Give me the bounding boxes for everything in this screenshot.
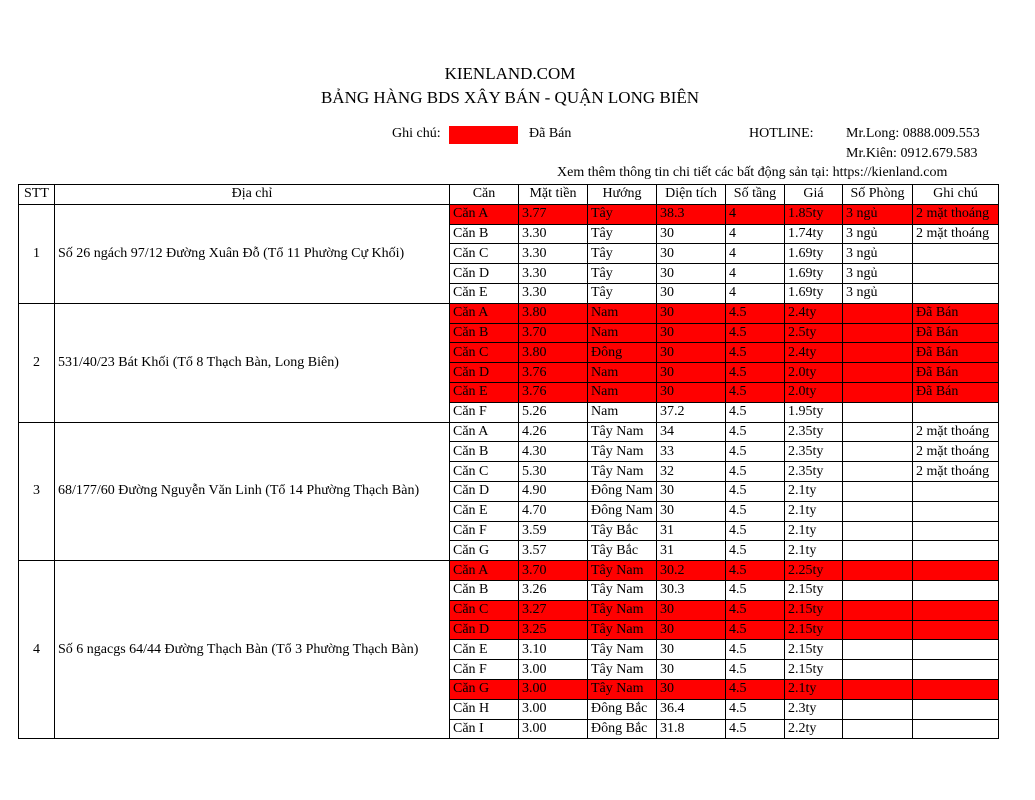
frontage-cell: 3.00 (519, 699, 588, 719)
note-cell: 2 mặt thoáng (913, 224, 999, 244)
frontage-cell: 3.10 (519, 640, 588, 660)
unit-cell: Căn A (450, 561, 519, 581)
more-info-text: Xem thêm thông tin chi tiết các bất động sản tại: https://kienland.com (557, 165, 948, 180)
unit-cell: Căn C (450, 244, 519, 264)
direction-cell: Tây Nam (588, 422, 657, 442)
unit-cell: Căn F (450, 660, 519, 680)
rooms-cell: 3 ngủ (843, 283, 913, 303)
note-label: Ghi chú: (392, 126, 441, 141)
area-cell: 31 (657, 521, 726, 541)
rooms-cell (843, 640, 913, 660)
direction-cell: Tây (588, 283, 657, 303)
unit-cell: Căn D (450, 620, 519, 640)
frontage-cell: 3.57 (519, 541, 588, 561)
frontage-cell: 3.27 (519, 600, 588, 620)
floors-cell: 4 (726, 283, 785, 303)
price-cell: 2.15ty (785, 640, 843, 660)
unit-cell: Căn G (450, 679, 519, 699)
unit-cell: Căn B (450, 323, 519, 343)
price-cell: 2.25ty (785, 561, 843, 581)
direction-cell: Đông Bắc (588, 699, 657, 719)
column-header: Số Phòng (843, 185, 913, 205)
column-header: STT (19, 185, 55, 205)
note-cell (913, 600, 999, 620)
price-cell: 2.4ty (785, 343, 843, 363)
direction-cell: Đông (588, 343, 657, 363)
floors-cell: 4.5 (726, 580, 785, 600)
unit-cell: Căn D (450, 264, 519, 284)
frontage-cell: 4.90 (519, 481, 588, 501)
floors-cell: 4.5 (726, 462, 785, 482)
note-cell (913, 561, 999, 581)
area-cell: 30 (657, 264, 726, 284)
unit-cell: Căn H (450, 699, 519, 719)
direction-cell: Nam (588, 303, 657, 323)
note-cell: Đã Bán (913, 303, 999, 323)
frontage-cell: 3.77 (519, 204, 588, 224)
direction-cell: Tây (588, 264, 657, 284)
direction-cell: Tây Nam (588, 640, 657, 660)
rooms-cell: 3 ngủ (843, 244, 913, 264)
direction-cell: Đông Bắc (588, 719, 657, 739)
note-cell (913, 283, 999, 303)
direction-cell: Tây Bắc (588, 521, 657, 541)
price-cell: 2.1ty (785, 501, 843, 521)
direction-cell: Tây Nam (588, 442, 657, 462)
direction-cell: Tây Nam (588, 561, 657, 581)
direction-cell: Tây Nam (588, 462, 657, 482)
price-cell: 2.1ty (785, 521, 843, 541)
direction-cell: Tây (588, 224, 657, 244)
note-cell (913, 501, 999, 521)
area-cell: 30 (657, 481, 726, 501)
floors-cell: 4 (726, 244, 785, 264)
rooms-cell (843, 481, 913, 501)
price-cell: 2.35ty (785, 422, 843, 442)
floors-cell: 4.5 (726, 422, 785, 442)
unit-cell: Căn C (450, 600, 519, 620)
frontage-cell: 3.30 (519, 244, 588, 264)
address-cell: 531/40/23 Bát Khối (Tổ 8 Thạch Bàn, Long Biên) (55, 303, 450, 422)
price-cell: 2.15ty (785, 620, 843, 640)
price-cell: 2.1ty (785, 481, 843, 501)
floors-cell: 4.5 (726, 600, 785, 620)
rooms-cell (843, 620, 913, 640)
area-cell: 30 (657, 501, 726, 521)
floors-cell: 4.5 (726, 323, 785, 343)
rooms-cell (843, 501, 913, 521)
floors-cell: 4 (726, 204, 785, 224)
area-cell: 30 (657, 283, 726, 303)
direction-cell: Đông Nam (588, 501, 657, 521)
unit-cell: Căn A (450, 422, 519, 442)
rooms-cell (843, 699, 913, 719)
note-cell (913, 541, 999, 561)
rooms-cell (843, 323, 913, 343)
direction-cell: Nam (588, 402, 657, 422)
note-cell (913, 699, 999, 719)
column-header: Ghi chú (913, 185, 999, 205)
floors-cell: 4.5 (726, 660, 785, 680)
rooms-cell (843, 541, 913, 561)
header-row (19, 185, 999, 205)
direction-cell: Tây (588, 244, 657, 264)
frontage-cell: 3.76 (519, 363, 588, 383)
price-cell: 2.2ty (785, 719, 843, 739)
area-cell: 30 (657, 323, 726, 343)
note-cell (913, 640, 999, 660)
direction-cell: Tây Nam (588, 620, 657, 640)
floors-cell: 4.5 (726, 620, 785, 640)
note-cell: Đã Bán (913, 343, 999, 363)
area-cell: 30.2 (657, 561, 726, 581)
listing-table (18, 184, 999, 739)
unit-cell: Căn B (450, 580, 519, 600)
note-cell (913, 264, 999, 284)
floors-cell: 4.5 (726, 541, 785, 561)
unit-cell: Căn D (450, 481, 519, 501)
note-cell: Đã Bán (913, 363, 999, 383)
price-cell: 2.3ty (785, 699, 843, 719)
frontage-cell: 3.30 (519, 224, 588, 244)
direction-cell: Tây Bắc (588, 541, 657, 561)
rooms-cell (843, 600, 913, 620)
column-header: Hướng (588, 185, 657, 205)
area-cell: 30 (657, 363, 726, 383)
area-cell: 30 (657, 640, 726, 660)
stt-cell: 2 (19, 303, 55, 422)
price-cell: 2.35ty (785, 462, 843, 482)
column-header: Căn (450, 185, 519, 205)
note-cell: 2 mặt thoáng (913, 462, 999, 482)
floors-cell: 4.5 (726, 640, 785, 660)
price-cell: 2.0ty (785, 382, 843, 402)
floors-cell: 4.5 (726, 303, 785, 323)
area-cell: 30 (657, 224, 726, 244)
price-cell: 2.1ty (785, 541, 843, 561)
area-cell: 30 (657, 343, 726, 363)
frontage-cell: 3.80 (519, 303, 588, 323)
direction-cell: Đông Nam (588, 481, 657, 501)
column-header: Số tầng (726, 185, 785, 205)
note-cell (913, 719, 999, 739)
frontage-cell: 3.76 (519, 382, 588, 402)
direction-cell: Tây Nam (588, 660, 657, 680)
price-cell: 2.4ty (785, 303, 843, 323)
note-cell: 2 mặt thoáng (913, 422, 999, 442)
note-cell (913, 402, 999, 422)
area-cell: 30 (657, 600, 726, 620)
frontage-cell: 5.30 (519, 462, 588, 482)
area-cell: 30 (657, 679, 726, 699)
direction-cell: Tây Nam (588, 600, 657, 620)
note-cell (913, 660, 999, 680)
table-row (19, 303, 999, 323)
rooms-cell (843, 561, 913, 581)
area-cell: 30 (657, 382, 726, 402)
rooms-cell: 3 ngủ (843, 224, 913, 244)
direction-cell: Nam (588, 323, 657, 343)
floors-cell: 4.5 (726, 521, 785, 541)
unit-cell: Căn G (450, 541, 519, 561)
stt-cell: 1 (19, 204, 55, 303)
floors-cell: 4.5 (726, 402, 785, 422)
note-cell: Đã Bán (913, 323, 999, 343)
column-header: Mặt tiền (519, 185, 588, 205)
unit-cell: Căn F (450, 402, 519, 422)
unit-cell: Căn C (450, 462, 519, 482)
column-header: Diện tích (657, 185, 726, 205)
note-cell (913, 244, 999, 264)
price-cell: 2.15ty (785, 580, 843, 600)
rooms-cell (843, 402, 913, 422)
unit-cell: Căn I (450, 719, 519, 739)
floors-cell: 4 (726, 224, 785, 244)
frontage-cell: 3.00 (519, 719, 588, 739)
area-cell: 30 (657, 244, 726, 264)
floors-cell: 4.5 (726, 719, 785, 739)
column-header: Địa chỉ (55, 185, 450, 205)
page-title: BẢNG HÀNG BDS XÂY BÁN - QUẬN LONG BIÊN (320, 88, 700, 107)
floors-cell: 4.5 (726, 343, 785, 363)
site-name: KIENLAND.COM (444, 64, 576, 83)
note-cell (913, 481, 999, 501)
contact-long: Mr.Long: 0888.009.553 (846, 126, 980, 141)
area-cell: 30 (657, 660, 726, 680)
stt-cell: 4 (19, 561, 55, 739)
unit-cell: Căn E (450, 501, 519, 521)
unit-cell: Căn C (450, 343, 519, 363)
note-cell (913, 580, 999, 600)
unit-cell: Căn E (450, 640, 519, 660)
note-cell (913, 521, 999, 541)
price-cell: 1.95ty (785, 402, 843, 422)
frontage-cell: 3.26 (519, 580, 588, 600)
rooms-cell: 3 ngủ (843, 264, 913, 284)
rooms-cell (843, 521, 913, 541)
direction-cell: Tây Nam (588, 679, 657, 699)
frontage-cell: 3.80 (519, 343, 588, 363)
unit-cell: Căn E (450, 283, 519, 303)
area-cell: 30 (657, 303, 726, 323)
price-cell: 2.5ty (785, 323, 843, 343)
note-meaning: Đã Bán (529, 126, 572, 141)
floors-cell: 4.5 (726, 481, 785, 501)
table-row (19, 422, 999, 442)
frontage-cell: 3.70 (519, 561, 588, 581)
floors-cell: 4.5 (726, 501, 785, 521)
table-row (19, 561, 999, 581)
frontage-cell: 4.70 (519, 501, 588, 521)
contact-kien: Mr.Kiên: 0912.679.583 (846, 146, 978, 161)
rooms-cell (843, 422, 913, 442)
unit-cell: Căn A (450, 204, 519, 224)
address-cell: 68/177/60 Đường Nguyễn Văn Linh (Tổ 14 Phường Thạch Bàn) (55, 422, 450, 561)
area-cell: 30 (657, 620, 726, 640)
price-cell: 1.69ty (785, 283, 843, 303)
area-cell: 31 (657, 541, 726, 561)
unit-cell: Căn E (450, 382, 519, 402)
column-header: Giá (785, 185, 843, 205)
frontage-cell: 3.25 (519, 620, 588, 640)
rooms-cell (843, 679, 913, 699)
price-cell: 2.1ty (785, 679, 843, 699)
frontage-cell: 4.26 (519, 422, 588, 442)
frontage-cell: 3.00 (519, 679, 588, 699)
unit-cell: Căn B (450, 224, 519, 244)
unit-cell: Căn B (450, 442, 519, 462)
note-cell (913, 679, 999, 699)
rooms-cell: 3 ngủ (843, 204, 913, 224)
area-cell: 34 (657, 422, 726, 442)
rooms-cell (843, 303, 913, 323)
area-cell: 33 (657, 442, 726, 462)
price-cell: 2.15ty (785, 600, 843, 620)
price-cell: 2.15ty (785, 660, 843, 680)
frontage-cell: 5.26 (519, 402, 588, 422)
floors-cell: 4.5 (726, 679, 785, 699)
floors-cell: 4 (726, 264, 785, 284)
direction-cell: Tây (588, 204, 657, 224)
area-cell: 38.3 (657, 204, 726, 224)
note-cell: Đã Bán (913, 382, 999, 402)
area-cell: 30.3 (657, 580, 726, 600)
unit-cell: Căn F (450, 521, 519, 541)
price-cell: 2.0ty (785, 363, 843, 383)
price-cell: 1.85ty (785, 204, 843, 224)
rooms-cell (843, 462, 913, 482)
price-cell: 1.69ty (785, 264, 843, 284)
floors-cell: 4.5 (726, 363, 785, 383)
frontage-cell: 3.59 (519, 521, 588, 541)
price-cell: 2.35ty (785, 442, 843, 462)
unit-cell: Căn D (450, 363, 519, 383)
rooms-cell (843, 580, 913, 600)
address-cell: Số 26 ngách 97/12 Đường Xuân Đỗ (Tổ 11 Phường Cự Khối) (55, 204, 450, 303)
frontage-cell: 3.30 (519, 264, 588, 284)
frontage-cell: 3.30 (519, 283, 588, 303)
area-cell: 31.8 (657, 719, 726, 739)
floors-cell: 4.5 (726, 442, 785, 462)
note-cell: 2 mặt thoáng (913, 204, 999, 224)
sold-color-swatch (449, 126, 518, 144)
unit-cell: Căn A (450, 303, 519, 323)
frontage-cell: 3.70 (519, 323, 588, 343)
address-cell: Số 6 ngacgs 64/44 Đường Thạch Bàn (Tổ 3 Phường Thạch Bàn) (55, 561, 450, 739)
rooms-cell (843, 719, 913, 739)
note-cell (913, 620, 999, 640)
direction-cell: Tây Nam (588, 580, 657, 600)
direction-cell: Nam (588, 363, 657, 383)
floors-cell: 4.5 (726, 561, 785, 581)
price-cell: 1.74ty (785, 224, 843, 244)
direction-cell: Nam (588, 382, 657, 402)
rooms-cell (843, 382, 913, 402)
hotline-label: HOTLINE: (749, 126, 814, 141)
area-cell: 37.2 (657, 402, 726, 422)
floors-cell: 4.5 (726, 382, 785, 402)
area-cell: 36.4 (657, 699, 726, 719)
rooms-cell (843, 343, 913, 363)
stt-cell: 3 (19, 422, 55, 561)
frontage-cell: 4.30 (519, 442, 588, 462)
rooms-cell (843, 442, 913, 462)
note-cell: 2 mặt thoáng (913, 442, 999, 462)
area-cell: 32 (657, 462, 726, 482)
floors-cell: 4.5 (726, 699, 785, 719)
price-cell: 1.69ty (785, 244, 843, 264)
rooms-cell (843, 660, 913, 680)
frontage-cell: 3.00 (519, 660, 588, 680)
table-row (19, 204, 999, 224)
rooms-cell (843, 363, 913, 383)
